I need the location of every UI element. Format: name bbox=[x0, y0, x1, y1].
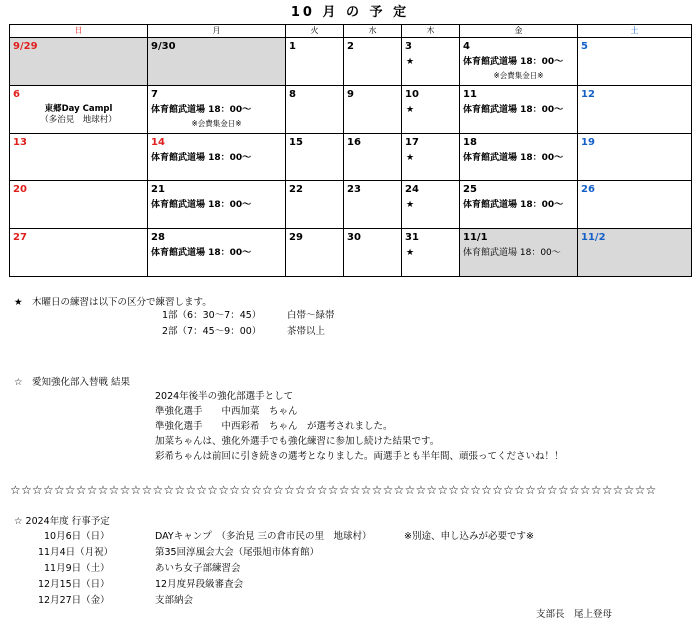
calendar-day-cell bbox=[286, 133, 344, 181]
calendar-day-cell bbox=[402, 181, 460, 229]
aichi-line: 彩希ちゃんは前回に引き続きの選考となりました。両選手とも半年間、頑張ってくださいね！！ bbox=[155, 451, 564, 462]
day-number: 6 bbox=[13, 88, 20, 100]
calendar-day-cell bbox=[286, 38, 344, 86]
part1-time: 1部（6：30～7：45） bbox=[162, 310, 262, 321]
day-number: 20 bbox=[13, 184, 27, 196]
calendar-day-cell bbox=[578, 229, 692, 277]
calendar-day-cell bbox=[460, 133, 578, 181]
day-number: 18 bbox=[463, 136, 477, 148]
calendar-day-cell bbox=[148, 133, 286, 181]
weekday-header-row bbox=[10, 25, 692, 38]
calendar-day-cell bbox=[344, 133, 402, 181]
fee-note: ※会費集金日※ bbox=[493, 71, 544, 80]
calendar-week-row bbox=[10, 85, 692, 133]
day-number: 15 bbox=[289, 136, 303, 148]
practice-event: 体育館武道場 18：00～ bbox=[151, 104, 252, 115]
aichi-line: 加菜ちゃんは、強化外選手でも強化練習に参加し続けた結果です。 bbox=[155, 436, 440, 447]
day-number: 5 bbox=[581, 41, 588, 52]
calendar-day-cell bbox=[460, 229, 578, 277]
calendar-day-cell bbox=[148, 229, 286, 277]
weekday-header: 日 bbox=[10, 25, 148, 38]
day-number: 25 bbox=[463, 184, 477, 196]
day-number: 9/30 bbox=[151, 41, 176, 52]
day-number: 29 bbox=[289, 232, 303, 244]
calendar-day-cell bbox=[286, 181, 344, 229]
day-number: 9 bbox=[347, 88, 354, 100]
page-title: 10 月 の 予 定 bbox=[290, 5, 410, 20]
calendar-week-row bbox=[10, 133, 692, 181]
schedule-event: 支部納会 bbox=[155, 595, 194, 606]
day-number: 30 bbox=[347, 232, 361, 244]
day-number: 23 bbox=[347, 184, 361, 196]
day-number: 2 bbox=[347, 41, 354, 52]
weekday-header: 火 bbox=[286, 25, 344, 38]
calendar-day-cell bbox=[148, 38, 286, 86]
calendar-day-cell bbox=[344, 181, 402, 229]
day-number: 10 bbox=[405, 88, 419, 100]
camp-title: 東郷Day Campl bbox=[44, 103, 113, 114]
day-number: 19 bbox=[581, 136, 595, 148]
calendar-day-cell bbox=[402, 133, 460, 181]
calendar-day-cell bbox=[148, 181, 286, 229]
day-number: 26 bbox=[581, 184, 595, 196]
star-marker: ★ bbox=[406, 152, 415, 163]
calendar-day-cell bbox=[578, 181, 692, 229]
part1-belt: 白帯～緑帯 bbox=[287, 310, 335, 321]
practice-event: 体育館武道場 18：00～ bbox=[463, 200, 564, 211]
weekday-header: 金 bbox=[460, 25, 578, 38]
aichi-line: 準強化選手 中西加菜 ちゃん bbox=[155, 406, 298, 417]
day-number: 28 bbox=[151, 232, 165, 244]
weekday-header: 水 bbox=[344, 25, 402, 38]
schedule-date: 11月4日（月祝） bbox=[38, 547, 114, 558]
day-number: 17 bbox=[405, 136, 419, 148]
calendar-day-cell bbox=[10, 133, 148, 181]
day-number: 1 bbox=[289, 41, 296, 52]
calendar-day-cell bbox=[578, 38, 692, 86]
calendar-week-row bbox=[10, 229, 692, 277]
aichi-line: 2024年後半の強化部選手として bbox=[155, 391, 294, 402]
weekday-header: 土 bbox=[578, 25, 692, 38]
practice-event: 体育館武道場 18：00～ bbox=[151, 200, 252, 211]
day-number: 7 bbox=[151, 88, 158, 100]
calendar-day-cell bbox=[402, 229, 460, 277]
star-marker: ★ bbox=[406, 57, 415, 67]
calendar-day-cell bbox=[10, 85, 148, 133]
calendar-day-cell bbox=[460, 85, 578, 133]
calendar-day-cell bbox=[344, 229, 402, 277]
calendar-day-cell bbox=[460, 38, 578, 86]
calendar-day-cell bbox=[578, 85, 692, 133]
calendar-day-cell bbox=[10, 38, 148, 86]
schedule-event: 12月度昇段級審査会 bbox=[155, 579, 244, 590]
weekday-header: 月 bbox=[148, 25, 286, 38]
practice-event: 体育館武道場 18：00～ bbox=[463, 57, 564, 67]
day-number: 11/2 bbox=[581, 232, 606, 244]
schedule-date: 12月15日（日） bbox=[38, 579, 110, 590]
schedule-date: 11月9日（土） bbox=[44, 563, 110, 574]
schedule-date: 10月6日（日） bbox=[44, 531, 110, 542]
aichi-line: 準強化選手 中西彩希 ちゃん が選考されました。 bbox=[155, 421, 393, 432]
day-number: 14 bbox=[151, 136, 165, 148]
fee-note: ※会費集金日※ bbox=[191, 118, 242, 128]
practice-event: 体育館武道場 18：00～ bbox=[151, 152, 252, 163]
calendar-day-cell bbox=[402, 85, 460, 133]
day-number: 12 bbox=[581, 88, 595, 100]
calendar-day-cell bbox=[460, 181, 578, 229]
practice-event: 体育館武道場 18：00～ bbox=[151, 248, 252, 259]
schedule-event: あいち女子部練習会 bbox=[155, 563, 241, 574]
day-number: 21 bbox=[151, 184, 165, 196]
weekday-header: 木 bbox=[402, 25, 460, 38]
star-marker: ★ bbox=[406, 104, 415, 115]
part2-belt: 茶帯以上 bbox=[287, 326, 326, 337]
schedule-event: 第35回淳風会大会（尾張旭市体育館） bbox=[155, 547, 320, 558]
day-number: 4 bbox=[463, 41, 470, 52]
day-number: 9/29 bbox=[13, 41, 38, 52]
aichi-heading: ☆ 愛知強化部入替戦 結果 bbox=[14, 377, 131, 388]
day-number: 22 bbox=[289, 184, 303, 196]
part2-time: 2部（7：45～9：00） bbox=[162, 326, 262, 337]
calendar-week-row bbox=[10, 181, 692, 229]
calendar-week-row bbox=[10, 38, 692, 86]
schedule-date: 12月27日（金） bbox=[38, 595, 110, 606]
camp-location: （多治見 地球村） bbox=[40, 114, 117, 125]
thursday-heading: ★ 木曜日の練習は以下の区分で練習します。 bbox=[14, 297, 212, 308]
practice-event: 体育館武道場 18：00～ bbox=[463, 248, 561, 259]
schedule-extra: ※別途、申し込みが必要です※ bbox=[404, 531, 534, 542]
calendar-day-cell bbox=[286, 229, 344, 277]
schedule-event: DAYキャンプ （多治見 三の倉市民の里 地球村） bbox=[155, 531, 372, 542]
day-number: 11/1 bbox=[463, 232, 488, 244]
calendar-table bbox=[9, 24, 692, 277]
star-marker: ★ bbox=[406, 248, 415, 259]
day-number: 13 bbox=[13, 136, 27, 148]
day-number: 16 bbox=[347, 136, 361, 148]
calendar-day-cell bbox=[286, 85, 344, 133]
practice-event: 体育館武道場 18：00～ bbox=[463, 152, 564, 163]
day-number: 11 bbox=[463, 88, 477, 100]
calendar-day-cell bbox=[148, 85, 286, 133]
calendar-day-cell bbox=[578, 133, 692, 181]
calendar-day-cell bbox=[10, 229, 148, 277]
day-number: 31 bbox=[405, 232, 419, 244]
practice-event: 体育館武道場 18：00～ bbox=[463, 104, 564, 115]
calendar-day-cell bbox=[344, 85, 402, 133]
day-number: 27 bbox=[13, 232, 27, 244]
day-number: 24 bbox=[405, 184, 419, 196]
calendar-day-cell bbox=[10, 181, 148, 229]
star-divider: ☆☆☆☆☆☆☆☆☆☆☆☆☆☆☆☆☆☆☆☆☆☆☆☆☆☆☆☆☆☆☆☆☆☆☆☆☆☆☆☆☆☆☆☆☆☆☆☆☆☆☆☆☆☆☆☆☆☆☆ bbox=[10, 483, 657, 497]
day-number: 8 bbox=[289, 88, 296, 100]
signature: 支部長 尾上登母 bbox=[536, 609, 613, 620]
calendar-day-cell bbox=[402, 38, 460, 86]
schedule-heading: ☆ 2024年度 行事予定 bbox=[14, 516, 110, 527]
star-marker: ★ bbox=[406, 200, 415, 211]
camp-event bbox=[10, 104, 147, 126]
day-number: 3 bbox=[405, 41, 412, 52]
calendar-day-cell bbox=[344, 38, 402, 86]
